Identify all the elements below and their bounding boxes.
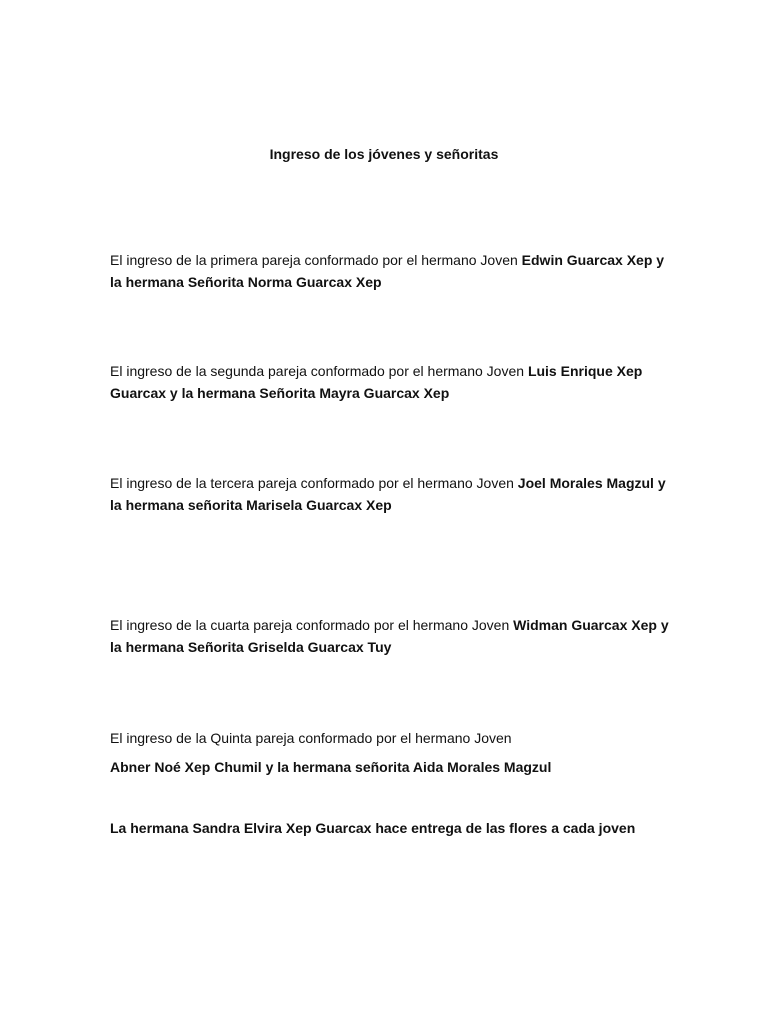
paragraph-third-couple xyxy=(110,473,670,516)
paragraph-intro: El ingreso de la primera pareja conformado por el hermano Joven xyxy=(110,252,522,268)
paragraph-intro: El ingreso de la segunda pareja conformado por el hermano Joven xyxy=(110,363,528,379)
paragraph-fifth-couple-names xyxy=(110,757,670,779)
closing-text: La hermana Sandra Elvira Xep Guarcax hace entrega de las flores a cada joven xyxy=(110,820,636,836)
paragraph-names: Edwin Guarcax Xep y la hermana Señorita Norma Guarcax Xep xyxy=(110,252,665,290)
paragraph-names: Abner Noé Xep Chumil y la hermana señorita Aida Morales Magzul xyxy=(110,759,552,775)
paragraph-names: Luis Enrique Xep Guarcax y la hermana Señorita Mayra Guarcax Xep xyxy=(110,363,643,401)
paragraph-fifth-couple-intro: El ingreso de la Quinta pareja conformado por el hermano Joven xyxy=(110,730,512,746)
paragraph-names: Widman Guarcax Xep y la hermana Señorita Griselda Guarcax Tuy xyxy=(110,617,669,655)
paragraph-intro: El ingreso de la tercera pareja conformado por el hermano Joven xyxy=(110,475,518,491)
paragraph-fourth-couple xyxy=(110,615,670,658)
paragraph-first-couple xyxy=(110,250,670,293)
paragraph-second-couple xyxy=(110,361,670,404)
paragraph-closing xyxy=(110,818,670,840)
paragraph-intro: El ingreso de la cuarta pareja conformado por el hermano Joven xyxy=(110,617,514,633)
paragraph-names: Joel Morales Magzul y la hermana señorita Marisela Guarcax Xep xyxy=(110,475,666,513)
document-title: Ingreso de los jóvenes y señoritas xyxy=(269,146,499,162)
